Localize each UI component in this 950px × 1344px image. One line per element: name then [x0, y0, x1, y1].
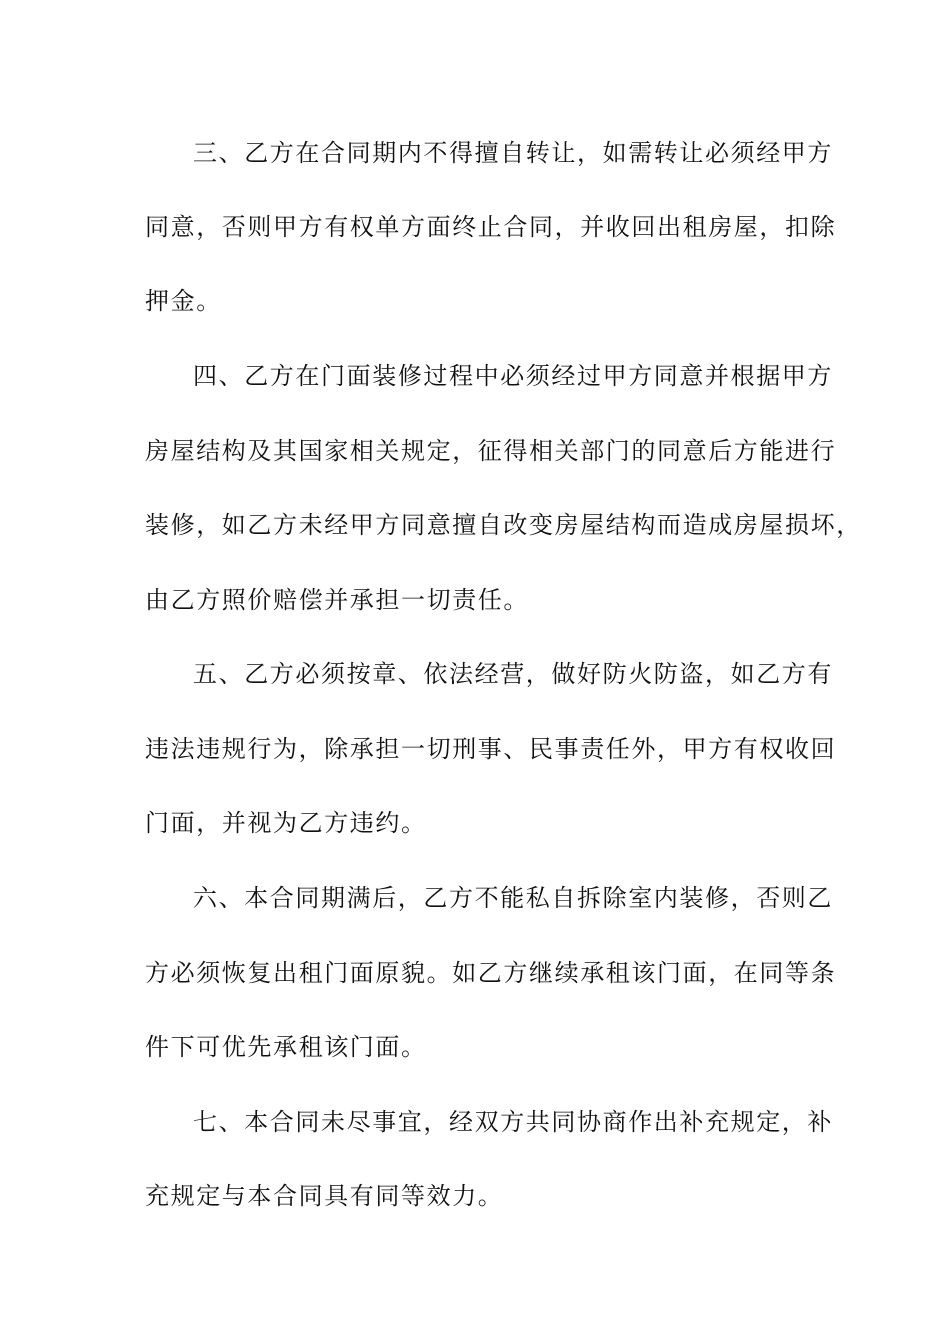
- clause-4-line-4: 由乙方照价赔偿并承担一切责任。: [145, 586, 529, 614]
- clause-6-line-1: 六、本合同期满后，乙方不能私自拆除室内装修，否则乙: [193, 884, 833, 912]
- clause-3-line-2: 同意，否则甲方有权单方面终止合同，并收回出租房屋，扣除: [145, 213, 837, 241]
- clause-4-line-2: 房屋结构及其国家相关规定，征得相关部门的同意后方能进行: [145, 437, 837, 465]
- clause-7-line-1: 七、本合同未尽事宜，经双方共同协商作出补充规定，补: [193, 1108, 833, 1136]
- clause-6-line-3: 件下可优先承租该门面。: [145, 1033, 427, 1061]
- clause-4-line-1: 四、乙方在门面装修过程中必须经过甲方同意并根据甲方: [193, 362, 833, 390]
- clause-4-line-3: 装修，如乙方未经甲方同意擅自改变房屋结构而造成房屋损坏，: [145, 511, 862, 539]
- clause-7-line-2: 充规定与本合同具有同等效力。: [145, 1182, 504, 1210]
- clause-3-line-3: 押金。: [145, 287, 222, 315]
- clause-3-line-1: 三、乙方在合同期内不得擅自转让，如需转让必须经甲方: [193, 139, 833, 167]
- clause-5-line-2: 违法违规行为，除承担一切刑事、民事责任外，甲方有权收回: [145, 735, 837, 763]
- clause-5-line-1: 五、乙方必须按章、依法经营，做好防火防盗，如乙方有: [193, 660, 833, 688]
- clause-5-line-3: 门面，并视为乙方违约。: [145, 809, 427, 837]
- clause-6-line-2: 方必须恢复出租门面原貌。如乙方继续承租该门面，在同等条: [145, 959, 837, 987]
